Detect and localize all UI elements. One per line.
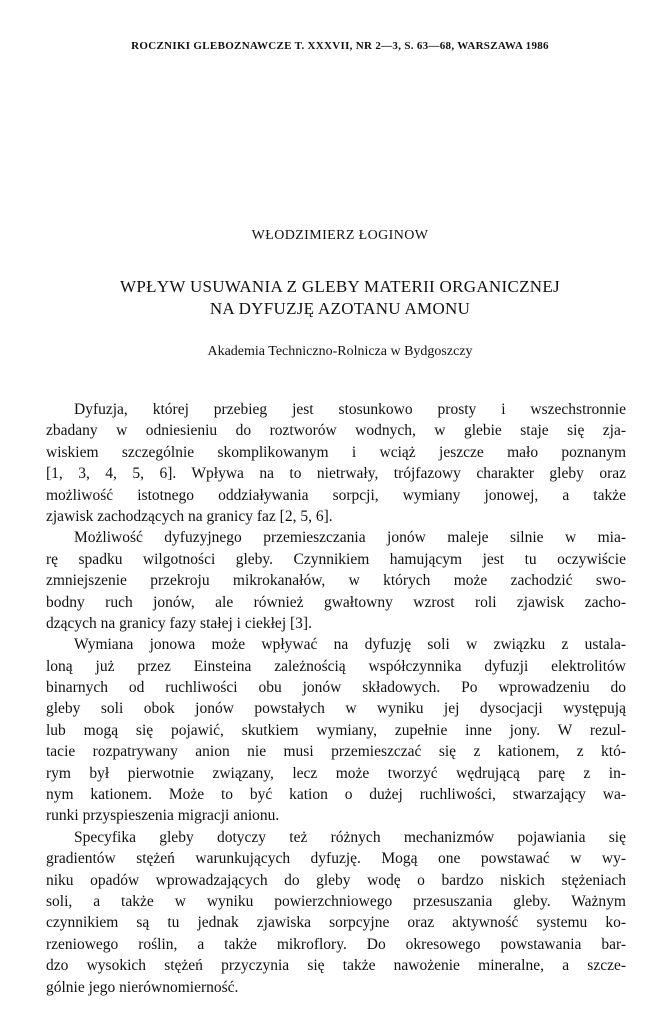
paragraph-line: gólnie jego nierównomierność. bbox=[46, 978, 239, 996]
paragraph-line: lub mogą się pojawić, skutkiem wymiany, zupełnie inne jony. W rezul- bbox=[46, 721, 626, 739]
running-head: ROCZNIKI GLEBOZNAWCZE T. XXXVII, NR 2—3, S. 63—68, WARSZAWA 1986 bbox=[131, 40, 549, 52]
paragraph-line: [1, 3, 4, 5, 6]. Wpływa na to nietrwały, trójfazowy charakter gleby oraz bbox=[46, 465, 626, 483]
paragraph-line: dzących na granicy fazy stałej i ciekłej [3]. bbox=[46, 614, 312, 632]
article-body bbox=[46, 399, 626, 998]
paragraph-4 bbox=[46, 827, 626, 998]
paragraph-line: gradientów stężeń warunkujących dyfuzję. Mogą one powstawać w wy- bbox=[46, 850, 626, 868]
paragraph-line: Dyfuzja, której przebieg jest stosunkowo prosty i wszechstronnie bbox=[74, 401, 626, 418]
paragraph-line: zbadany w odniesieniu do roztworów wodnych, w glebie staje się zja- bbox=[46, 422, 626, 440]
affiliation: Akademia Techniczno-Rolnicza w Bydgoszczy bbox=[207, 344, 473, 359]
paragraph-line: tacie rozpatrywany anion nie musi przemieszczać się z kationem, z któ- bbox=[46, 743, 626, 761]
author-name: WŁODZIMIERZ ŁOGINOW bbox=[251, 228, 429, 243]
paragraph-line: rym był pierwotnie związany, lecz może tworzyć wędrującą parę z in- bbox=[46, 764, 626, 782]
paragraph-line: gleby soli obok jonów powstałych w wyniku jej dysocjacji występują bbox=[46, 700, 626, 718]
paragraph-line: zjawisk zachodzących na granicy faz [2, 5, 6]. bbox=[46, 507, 333, 525]
paragraph-line: dzo wysokich stężeń przyczynia się także nawożenie mineralne, a szcze- bbox=[46, 957, 626, 975]
paragraph-line: Specyfika gleby dotyczy też różnych mechanizmów pojawiania się bbox=[74, 828, 626, 846]
paragraph-line: binarnych od ruchliwości obu jonów składowych. Po wprowadzeniu do bbox=[46, 679, 626, 697]
paragraph-line: bodny ruch jonów, ale również gwałtowny wzrost roli zjawisk zacho- bbox=[46, 593, 626, 611]
paragraph-3 bbox=[46, 634, 626, 827]
paragraph-line: rzeniowego roślin, a także mikroflory. Do okresowego powstawania bar- bbox=[46, 935, 626, 953]
paragraph-line: czynnikiem są tu jednak zjawiska sorpcyjne oraz aktywność systemu ko- bbox=[46, 914, 626, 932]
paragraph-line: możliwość istotnego oddziaływania sorpcji, wymiany jonowej, a także bbox=[46, 486, 626, 504]
article-title bbox=[40, 276, 640, 320]
paragraph-2 bbox=[46, 527, 626, 634]
paragraph-line: soli, a także w wyniku powierzchniowego przesuszania gleby. Ważnym bbox=[46, 892, 626, 910]
paragraph-line: loną już przez Einsteina zależnością współczynnika dyfuzji elektrolitów bbox=[46, 657, 626, 675]
title-line-2: NA DYFUZJĘ AZOTANU AMONU bbox=[209, 299, 471, 318]
paragraph-line: Możliwość dyfuzyjnego przemieszczania jonów maleje silnie w mia- bbox=[74, 529, 626, 547]
paragraph-line: rę spadku wilgotności gleby. Czynnikiem hamującym jest tu oczywiście bbox=[46, 550, 626, 568]
paragraph-line: zmniejszenie przekroju mikrokanałów, w których może zachodzić swo- bbox=[46, 572, 626, 590]
paragraph-line: niku opadów wprowadzających do gleby wodę o bardzo niskich stężeniach bbox=[46, 871, 626, 889]
paragraph-line: nym kationem. Może to być kation o dużej ruchliwości, stwarzający wa- bbox=[46, 786, 626, 804]
paragraph-line: runki przyspieszenia migracji anionu. bbox=[46, 807, 280, 825]
paragraph-line: Wymiana jonowa może wpływać na dyfuzję soli w związku z ustala- bbox=[74, 636, 626, 654]
paragraph-1 bbox=[46, 399, 626, 527]
title-line-1: WPŁYW USUWANIA Z GLEBY MATERII ORGANICZNEJ bbox=[120, 277, 560, 296]
paragraph-line: wiskiem szczególnie skomplikowanym i wciąż jeszcze mało poznanym bbox=[46, 443, 626, 461]
